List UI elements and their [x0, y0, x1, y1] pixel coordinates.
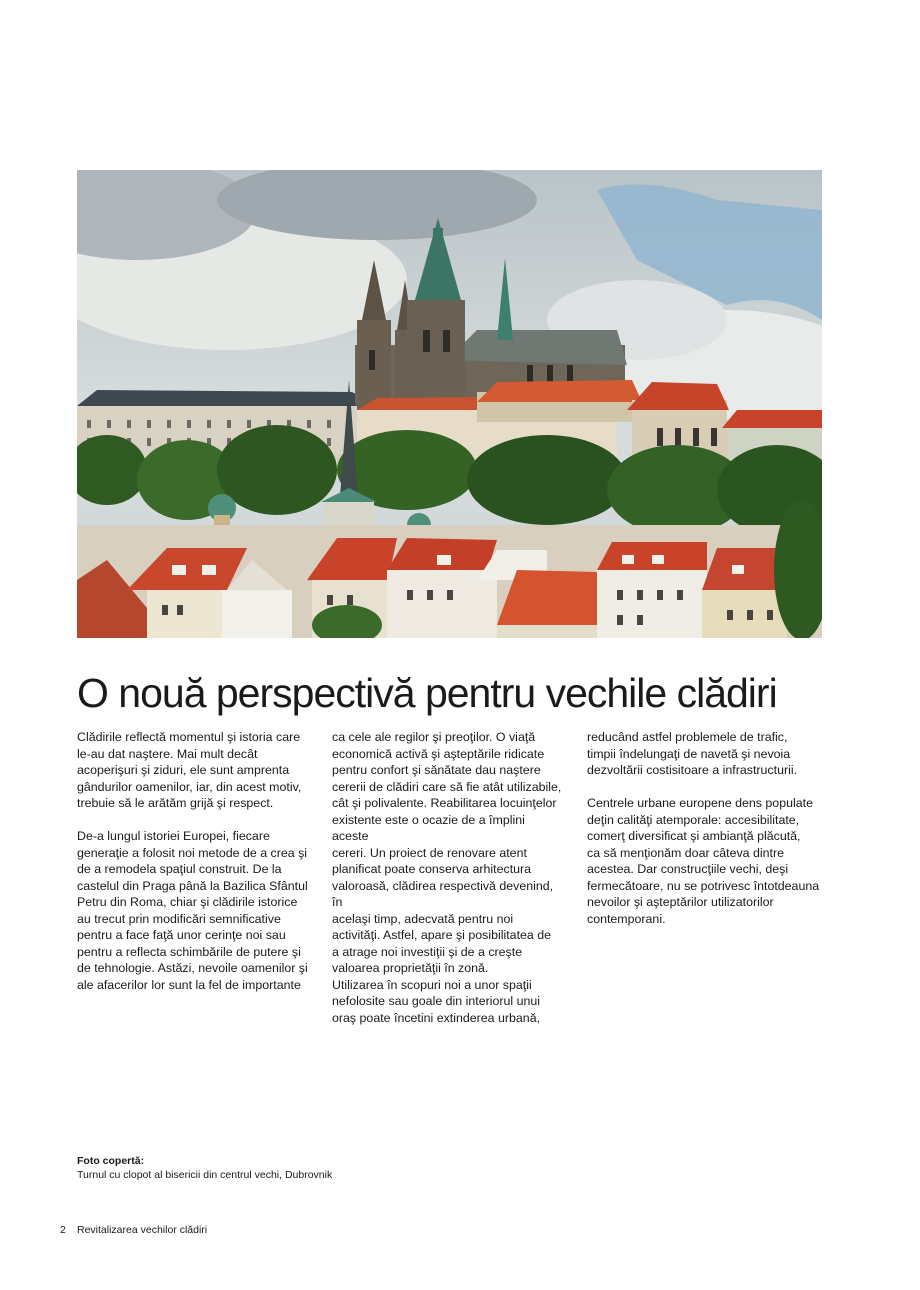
text-line: cereri. Un proiect de renovare atent [332, 845, 527, 860]
text-line: timpii îndelungaţi de navetă şi nevoia [587, 746, 791, 761]
text-column-2 [332, 729, 564, 1026]
text-line: planificat poate conserva arhitectura [332, 862, 532, 876]
text-line: acestea. Dar construcţiile vechi, deşi [587, 862, 789, 876]
text-line: Centrele urbane europene dens populate [587, 796, 813, 810]
page-title: O nouă perspectivă pentru vechile clădiri [77, 670, 777, 716]
text-column-1 [77, 729, 309, 993]
text-line: existente este o ocazie de a împlini aceste [332, 812, 525, 843]
text-line: reducând astfel problemele de trafic, [587, 730, 788, 744]
text-line: Clădirile reflectă momentul şi istoria care [77, 730, 301, 744]
text-line: contemporani. [587, 911, 666, 926]
text-line: cât şi polivalente. Reabilitarea locuinţelor [332, 796, 557, 810]
text-line: economică activă şi aşteptările ridicate [332, 746, 545, 761]
text-line: ca cele ale regilor şi preoţilor. O viaţă [332, 730, 536, 744]
text-line: castelul din Praga până la Bazilica Sfântul [77, 878, 308, 893]
text-line: trebuie să le arătăm grijă şi respect. [77, 796, 274, 810]
text-line: valoroasă, clădirea respectivă devenind, în [332, 878, 554, 909]
text-line: au trecut prin modificări semnificative [77, 911, 281, 926]
text-line: pentru a reflecta schimbările de putere şi [77, 944, 301, 959]
text-line: acoperişuri şi ziduri, ele sunt amprenta [77, 763, 290, 777]
text-line: cererii de clădiri care să fie atât utilizabile, [332, 779, 562, 794]
text-line: Utilizarea în scopuri noi a unor spaţii [332, 977, 532, 992]
caption-text: Turnul cu clopot al bisericii din centrul vechi, Dubrovnik [77, 1169, 333, 1181]
page-number: 2 [60, 1224, 66, 1236]
caption-title: Foto copertă: [77, 1155, 145, 1167]
text-line: le-au dat naştere. Mai mult decât [77, 746, 258, 761]
text-column-3 [587, 729, 825, 927]
text-line: gândurilor oamenilor, iar, din acest motiv, [77, 779, 302, 794]
text-line: valoarea proprietăţii în zonă. [332, 961, 489, 975]
photo-caption [77, 1154, 332, 1182]
text-line: generaţie a folosit noi metode de a crea şi [77, 845, 308, 860]
text-line: oraş poate încetini extinderea urbană, [332, 1010, 541, 1025]
paragraph-gap [77, 812, 309, 829]
text-line: de a remodela spaţiul construit. De la [77, 862, 282, 876]
text-line: a atrage noi investiţii şi de a creşte [332, 944, 523, 959]
text-line: nefolosite sau goale din interiorul unui [332, 994, 541, 1008]
paragraph-gap [587, 779, 825, 796]
text-line: De-a lungul istoriei Europei, fiecare [77, 829, 270, 843]
text-line: activităţi. Astfel, apare şi posibilitatea de [332, 928, 552, 942]
text-line: pentru confort şi sănătate dau naştere [332, 763, 541, 777]
text-line: Petru din Roma, chiar şi clădirile istorice [77, 895, 298, 909]
footer-text: Revitalizarea vechilor clădiri [77, 1224, 208, 1236]
text-line: de tehnologie. Astăzi, nevoile oamenilor şi [77, 961, 308, 975]
text-line: acelaşi timp, adecvată pentru noi [332, 911, 514, 926]
page-footer [60, 1223, 207, 1237]
text-line: pentru a face faţă unor cerinţe noi sau [77, 928, 286, 942]
text-line: comerţ diversificat şi ambianţă plăcută, [587, 829, 801, 843]
text-line: nevoilor şi aşteptărilor utilizatorilor [587, 895, 774, 909]
text-line: fermecătoare, nu se potrivesc întotdeauna [587, 878, 820, 893]
text-line: dezvoltării costisitoare a infrastructurii. [587, 763, 798, 777]
text-line: ale afacerilor lor sunt la fel de importante [77, 977, 301, 992]
text-line: ca să menţionăm doar câteva dintre [587, 845, 784, 860]
prague-castle-photo [77, 170, 822, 638]
text-line: deţin calităţi atemporale: accesibilitate, [587, 812, 800, 827]
